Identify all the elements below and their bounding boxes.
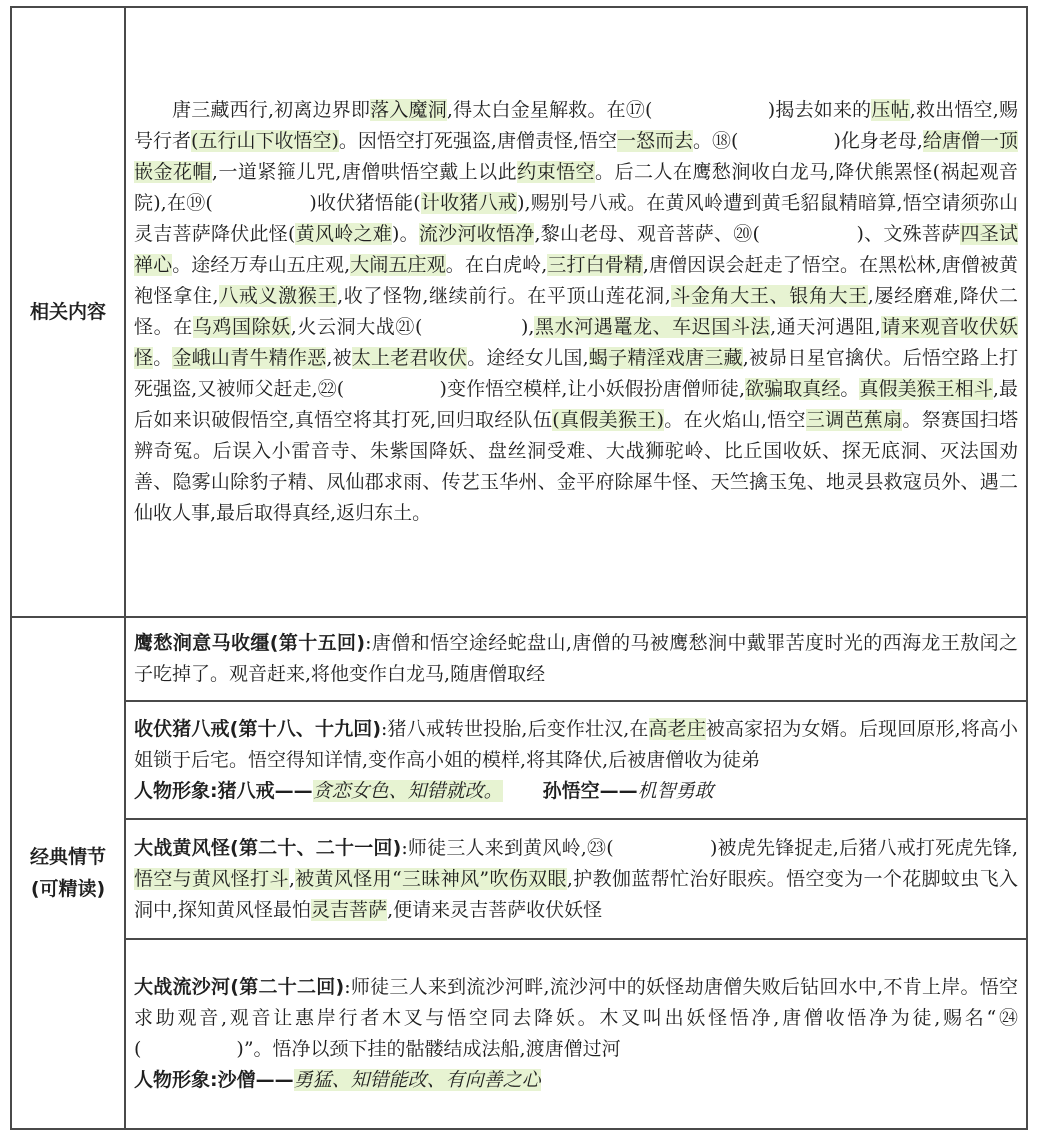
episode-title: 大战黄风怪(第二十、二十一回) xyxy=(134,836,402,859)
text-segment: ,唐僧因误会赶走了悟空。在黑松林,唐僧被黄袍怪拿住, xyxy=(134,254,1018,307)
highlighted-phrase: 八戒义激猴王 xyxy=(218,285,338,307)
highlighted-phrase: 三调芭蕉扇 xyxy=(805,409,903,431)
episode-cell xyxy=(125,939,1027,1129)
text-segment: 。在火焰山,悟空 xyxy=(663,409,806,431)
episode-row-2 xyxy=(11,701,1027,819)
highlighted-phrase: 太上老君收伏 xyxy=(351,347,468,369)
highlighted-phrase: 蝎子精淫戏唐三藏 xyxy=(588,347,743,369)
text-segment: 。途经女儿国, xyxy=(467,347,589,369)
text-segment: ,一道紧箍儿咒,唐僧哄悟空戴上以此 xyxy=(211,161,518,183)
episode-cell xyxy=(125,701,1027,819)
related-content-label: 相关内容 xyxy=(11,7,125,617)
text-segment: :猪八戒转世投胎,后变作壮汉,在 xyxy=(381,717,649,740)
highlighted-phrase: 黑水河遇鼍龙、车迟国斗法 xyxy=(534,316,771,338)
highlighted-phrase: 悟空与黄风怪打斗 xyxy=(134,867,289,890)
text-segment: ,黎山老母、观音菩萨、⑳( )、文殊菩萨 xyxy=(534,223,961,245)
text-segment: ,得太白金星解救。在⑰( )揭去如来的 xyxy=(446,99,872,121)
character-figures: 人物形象:猪八戒——贪恋女色、知错就改。 孙悟空——机智勇敢 xyxy=(134,779,714,802)
text-segment: 。在白虎岭, xyxy=(445,254,548,276)
text-segment: 。祭赛国扫塔辨奇冤。后误入小雷音寺、朱紫国降妖、盘丝洞受难、大战狮驼岭、比丘国收妖、探无底洞、灭法国劝善、隐雾山除豹子精、凤仙郡求雨、传艺玉华州、金平府除犀牛怪、天竺擒玉兔、地灵县救寇员外、遇二仙收人事,最后取得真经,返归东土。 xyxy=(134,409,1018,524)
highlighted-phrase: 乌鸡国除妖 xyxy=(192,316,291,338)
highlighted-phrase: 黄风岭之难 xyxy=(295,223,392,245)
text-segment: ,被昴日星官擒伏。后悟空路上打死强盗,又被师父赶走,㉒( )变作悟空模样,让小妖假扮唐僧师徒, xyxy=(134,347,1018,400)
highlighted-phrase: 大闹五庄观 xyxy=(350,254,446,276)
text-segment: :师徒三人来到黄风岭,㉓( )被虎先锋捉走,后猪八戒打死虎先锋, xyxy=(401,836,1018,859)
highlighted-phrase: 灵吉菩萨 xyxy=(311,898,388,921)
text-segment: )。 xyxy=(391,223,419,245)
highlighted-phrase: 三打白骨精 xyxy=(547,254,643,276)
highlighted-phrase: 被黄风怪用“三昧神风”吹伤双眼 xyxy=(294,867,567,890)
highlighted-phrase: 压帖 xyxy=(871,99,910,121)
text-segment: ),赐别号八戒。在黄风岭遭到黄毛貂鼠精暗算,悟空请须弥山灵吉菩萨降伏此怪( xyxy=(134,192,1018,245)
text-segment: ,火云洞大战㉑( ), xyxy=(290,316,535,338)
episode-paragraph xyxy=(134,628,1018,690)
text-segment: ,通天河遇阻, xyxy=(770,316,881,338)
highlighted-phrase: 真假美猴王相斗 xyxy=(859,378,993,400)
highlighted-phrase: 给唐僧一顶嵌金花帽 xyxy=(134,130,1018,183)
text-segment: ,屡经磨难,降伏二怪。在 xyxy=(134,285,1018,338)
plot-summary-paragraph xyxy=(134,95,1018,529)
episode-row-4 xyxy=(11,939,1027,1129)
highlighted-phrase: (五行山下收悟空) xyxy=(191,130,339,152)
highlighted-phrase: 一怒而去 xyxy=(617,130,694,152)
text-segment: , xyxy=(288,867,295,890)
text-segment: ,救出悟空,赐号行者 xyxy=(134,99,1018,152)
episode-title: 收伏猪八戒(第十八、十九回) xyxy=(134,717,382,740)
text-segment: ,最后如来识破假悟空,真悟空将其打死,回归取经队伍 xyxy=(134,378,1018,431)
highlighted-phrase: (真假美猴王) xyxy=(552,409,664,431)
text-segment: 唐三藏西行,初离边界即 xyxy=(172,99,371,121)
episode-title: 鹰愁涧意马收缰(第十五回) xyxy=(134,632,366,654)
text-segment: 。 xyxy=(840,378,860,400)
episode-cell xyxy=(125,617,1027,701)
episode-cell xyxy=(125,819,1027,939)
text-segment: :唐僧和悟空途经蛇盘山,唐僧的马被鹰愁涧中戴罪苦度时光的西海龙王敖闰之子吃掉了。观音赶来,将他变作白龙马,随唐僧取经 xyxy=(134,632,1018,685)
classic-episodes-label: 经典情节 (可精读) xyxy=(11,617,125,1129)
text-segment: ,收了怪物,继续前行。在平顶山莲花洞, xyxy=(337,285,671,307)
text-segment: 。途经万寿山五庄观, xyxy=(172,254,351,276)
highlighted-phrase: 落入魔洞 xyxy=(370,99,447,121)
journey-west-table xyxy=(10,6,1028,1130)
episode-paragraph xyxy=(134,714,1018,776)
text-segment: 。后二人在鹰愁涧收白龙马,降伏熊罴怪(祸起观音院),在⑲( )收伏猪悟能( xyxy=(134,161,1018,214)
highlighted-phrase: 高老庄 xyxy=(648,717,706,740)
highlighted-phrase: 斗金角大王、银角大王 xyxy=(670,285,868,307)
related-content-row xyxy=(11,7,1027,617)
episode-paragraph xyxy=(134,972,1018,1065)
episode-title: 大战流沙河(第二十二回) xyxy=(134,976,345,998)
highlighted-phrase: 金峨山青牛精作恶 xyxy=(172,347,327,369)
highlighted-phrase: 请来观音收伏妖怪 xyxy=(134,316,1018,369)
text-segment: ,被 xyxy=(326,347,352,369)
related-content-text xyxy=(125,7,1027,617)
text-segment: 被高家招为女婿。后现回原形,将高小姐锁于后宅。悟空得知详情,变作高小姐的模样,将其降伏,后被唐僧收为徒弟 xyxy=(134,717,1018,771)
highlighted-phrase: 流沙河收悟净 xyxy=(418,223,535,245)
episode-row-1 xyxy=(11,617,1027,701)
text-segment: 。因悟空打死强盗,唐僧责怪,悟空 xyxy=(338,130,618,152)
text-segment: :师徒三人来到流沙河畔,流沙河中的妖怪劫唐僧失败后钻回水中,不肯上岸。悟空求助观音,观音让惠岸行者木叉与悟空同去降妖。木叉叫出妖怪悟净,唐僧收悟净为徒,赐名“㉔( )”。悟净以颈下挂的骷髅结成法船,渡唐僧过河 xyxy=(134,976,1019,1060)
text-segment: 。 xyxy=(153,347,173,369)
character-figures: 人物形象:沙僧——勇猛、知错能改、有向善之心 xyxy=(134,1069,541,1091)
highlighted-phrase: 四圣试禅心 xyxy=(134,223,1018,276)
episode-row-3 xyxy=(11,819,1027,939)
highlighted-phrase: 欲骗取真经 xyxy=(745,378,841,400)
text-segment: ,便请来灵吉菩萨收伏妖怪 xyxy=(387,898,603,921)
highlighted-phrase: 约束悟空 xyxy=(517,161,596,183)
episode-paragraph xyxy=(134,833,1018,926)
text-segment: ,护教伽蓝帮忙治好眼疾。悟空变为一个花脚蚊虫飞入洞中,探知黄风怪最怕 xyxy=(134,867,1018,921)
text-segment: 。⑱( )化身老母, xyxy=(693,130,923,152)
highlighted-phrase: 计收猪八戒 xyxy=(420,192,518,214)
